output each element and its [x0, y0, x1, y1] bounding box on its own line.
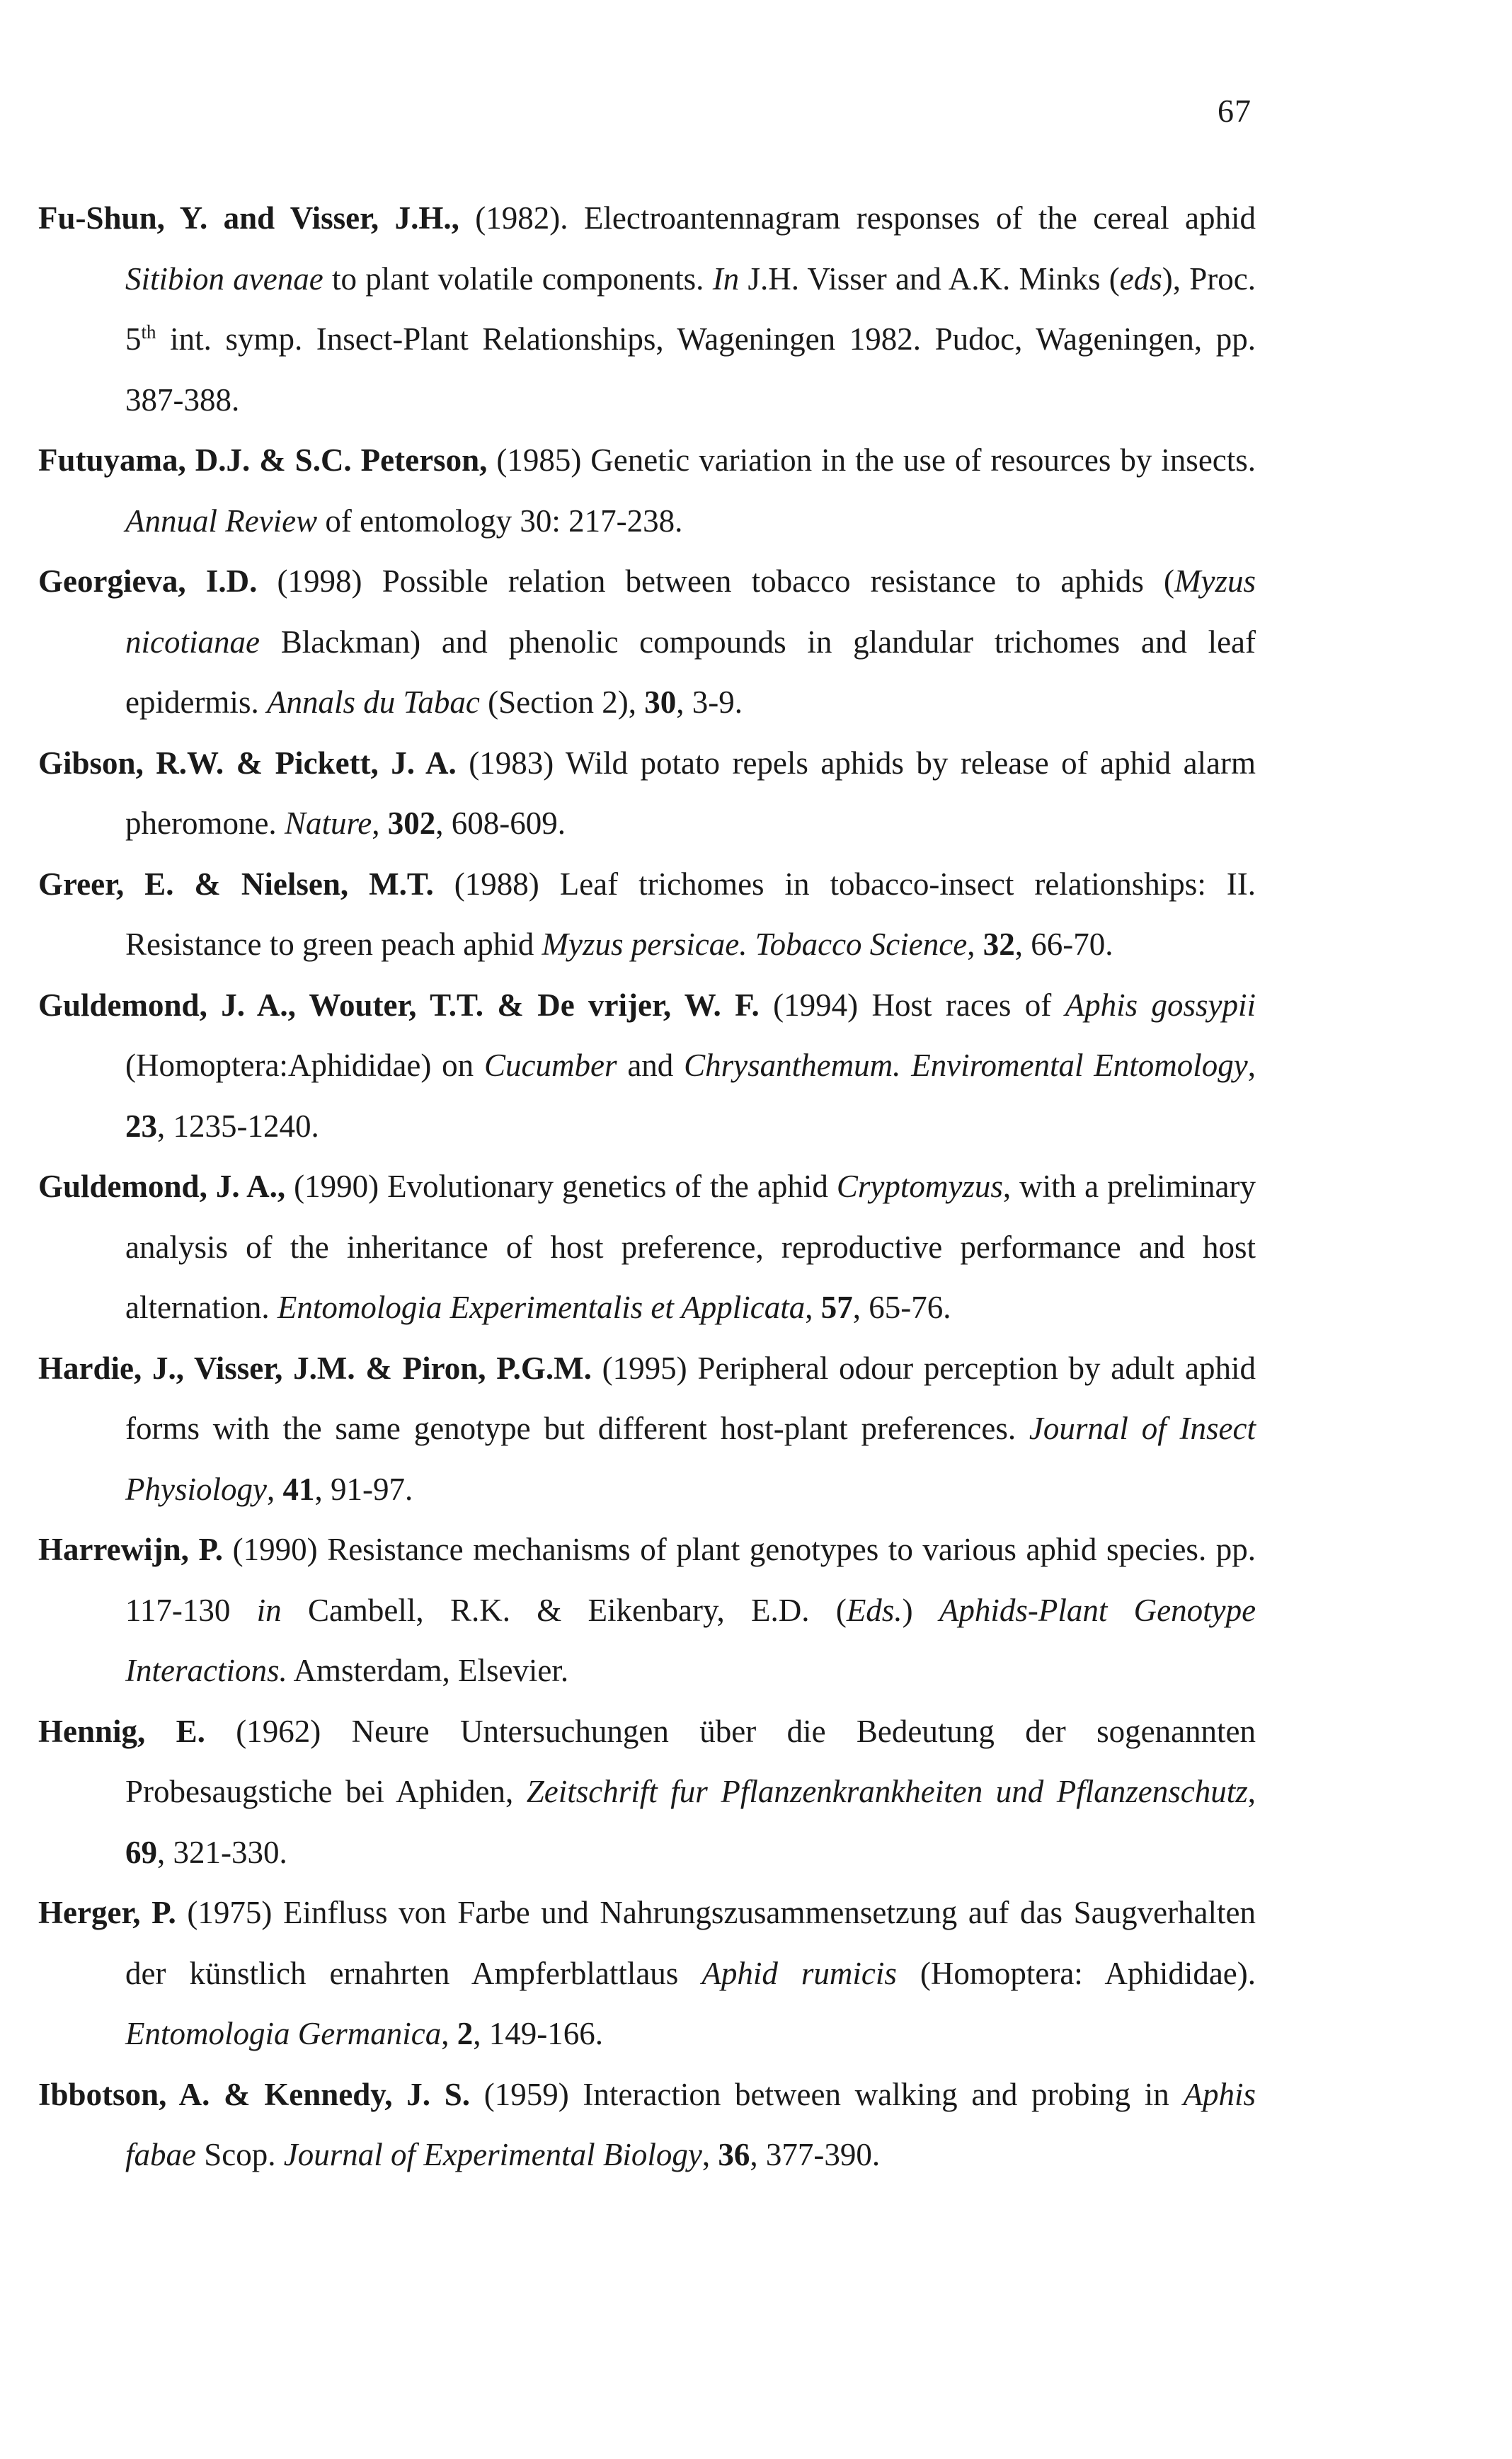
species-name: Aphis fabae — [125, 2076, 1256, 2172]
reference-text: Amsterdam, Elsevier. — [293, 1653, 569, 1688]
reference-year: (1998) — [277, 563, 362, 599]
journal-volume: 32 — [983, 927, 1015, 962]
reference-text: Blackman) and phenolic compounds in glandular trichomes and leaf epidermis. — [125, 624, 1256, 720]
reference-year: (1990) — [232, 1532, 318, 1567]
reference-entry-greer — [38, 854, 1256, 975]
reference-authors: Gibson, R.W. & Pickett, J. A. — [38, 745, 457, 781]
reference-year: (1962) — [236, 1713, 321, 1749]
reference-text: , — [372, 806, 380, 841]
reference-text: Cambell, R.K. & Eikenbary, E.D. ( — [307, 1592, 847, 1628]
reference-text: ), Proc. 5 — [125, 260, 1256, 357]
reference-pages: , 65-76. — [852, 1290, 951, 1325]
journal-title: Journal of Experimental Biology — [283, 2137, 702, 2172]
reference-entry-hennig — [38, 1702, 1256, 1884]
reference-text: , — [805, 1290, 813, 1325]
journal-title: Annals du Tabac — [266, 684, 480, 720]
reference-year: (1985) — [496, 442, 582, 478]
reference-text: Resistance mechanisms of plant genotypes to various aphid species. pp. 117-130 — [125, 1532, 1256, 1628]
book-title: Aphids-Plant Genotype Interactions. — [125, 1592, 1256, 1688]
reference-authors: Harrewijn, P. — [38, 1532, 224, 1567]
reference-text: Evolutionary genetics of the aphid — [387, 1169, 828, 1204]
reference-italic: In — [712, 260, 740, 297]
species-name: Sitibion avenae — [125, 260, 323, 297]
reference-text: Wild potato repels aphids by release of aphid alarm pheromone. — [125, 745, 1256, 841]
reference-pages: , 321-330. — [157, 1834, 287, 1870]
reference-authors: Fu-Shun, Y. and Visser, J.H., — [38, 200, 459, 236]
reference-text: (Homoptera:Aphididae) on — [125, 1048, 474, 1083]
page-number: 67 — [1218, 93, 1252, 129]
reference-year: (1959) — [483, 2076, 569, 2112]
journal-title: Nature — [284, 806, 372, 841]
reference-year: (1975) — [187, 1895, 273, 1930]
reference-entry-georgieva — [38, 551, 1256, 733]
species-name: Myzus persicae. — [542, 927, 748, 962]
reference-text: to plant volatile components. — [331, 260, 704, 297]
reference-year: (1982). — [475, 200, 568, 236]
species-name: Cryptomyzus — [836, 1169, 1003, 1204]
reference-text: J.H. Visser and A.K. Minks ( — [748, 260, 1120, 297]
reference-list — [38, 188, 1256, 2186]
journal-volume: 302 — [387, 806, 436, 841]
reference-authors: Hardie, J., Visser, J.M. & Piron, P.G.M. — [38, 1350, 592, 1386]
journal-volume: 36 — [718, 2137, 750, 2172]
reference-text: Host races of — [871, 987, 1052, 1023]
reference-italic: eds — [1119, 260, 1162, 297]
reference-italic: Eds. — [846, 1592, 903, 1628]
reference-authors: Guldemond, J. A., Wouter, T.T. & De vrijer, W. F. — [38, 987, 760, 1023]
journal-volume: 30 — [644, 684, 677, 720]
journal-volume: 41 — [282, 1471, 315, 1507]
reference-text: Leaf trichomes in tobacco-insect relationships: II. Resistance to green peach aphid — [125, 866, 1256, 962]
reference-text: , — [266, 1471, 275, 1507]
reference-text: , with a preliminary analysis of the inheritance of host preference, reproductive performance and host alternation. — [125, 1169, 1256, 1325]
reference-entry-hardie — [38, 1339, 1256, 1520]
reference-text: , — [1247, 1048, 1256, 1083]
reference-text: (Section 2), — [488, 684, 637, 720]
journal-title: Zeitschrift fur Pflanzenkrankheiten und Pflanzenschutz — [526, 1774, 1248, 1809]
journal-title: Enviromental Entomology — [911, 1048, 1248, 1083]
reference-text: Neure Untersuchungen über die Bedeutung der sogenannten Probesaugstiche bei Aphiden, — [125, 1713, 1256, 1809]
journal-volume: 57 — [820, 1290, 853, 1325]
species-name: Myzus nicotianae — [125, 563, 1256, 660]
reference-entry-gibson — [38, 733, 1256, 854]
reference-entry-harrewijn — [38, 1520, 1256, 1702]
journal-volume: 69 — [125, 1834, 157, 1870]
reference-text: , — [967, 927, 975, 962]
reference-text: Interaction between walking and probing in — [583, 2076, 1169, 2112]
reference-entry-fu-shun — [38, 188, 1256, 430]
reference-pages: , 377-390. — [750, 2137, 881, 2172]
reference-authors: Guldemond, J. A., — [38, 1169, 286, 1204]
reference-pages: , 608-609. — [435, 806, 566, 841]
reference-pages: , 149-166. — [473, 2016, 603, 2051]
reference-entry-guldemond-1990 — [38, 1157, 1256, 1339]
journal-volume: 2 — [457, 2016, 474, 2051]
reference-year: (1990) — [294, 1169, 379, 1204]
reference-text: Peripheral odour perception by adult aphid forms with the same genotype but different host-plant preferences. — [125, 1350, 1256, 1446]
reference-pages: , 1235-1240. — [157, 1108, 319, 1144]
reference-text: (Homoptera: Aphididae). — [920, 1955, 1256, 1991]
reference-entry-guldemond-1994 — [38, 975, 1256, 1157]
reference-authors: Herger, P. — [38, 1895, 176, 1930]
reference-year: (1983) — [469, 745, 554, 781]
reference-text: int. symp. Insect-Plant Relationships, Wageningen 1982. Pudoc, Wageningen, pp. 387-388. — [125, 321, 1256, 418]
reference-authors: Ibbotson, A. & Kennedy, J. S. — [38, 2076, 470, 2112]
reference-text: , — [1247, 1774, 1256, 1809]
reference-authors: Hennig, E. — [38, 1713, 205, 1749]
reference-year: (1994) — [773, 987, 859, 1023]
journal-title: Entomologia Experimentalis et Applicata — [277, 1290, 806, 1325]
reference-text: of entomology 30: 217-238. — [325, 503, 683, 539]
reference-authors: Futuyama, D.J. & S.C. Peterson, — [38, 442, 488, 478]
reference-entry-herger — [38, 1883, 1256, 2065]
reference-year: (1988) — [454, 866, 539, 902]
reference-text: , — [701, 2137, 711, 2172]
journal-title: Journal of Insect Physiology — [125, 1411, 1256, 1507]
reference-authors: Georgieva, I.D. — [38, 563, 258, 599]
reference-text: and — [627, 1048, 674, 1083]
reference-text: Genetic variation in the use of resources by insects. — [590, 442, 1256, 478]
reference-text: Einfluss von Farbe und Nahrungszusammensetzung auf das Saugverhalten der künstlich ernahrten Ampferblattlaus — [125, 1895, 1256, 1991]
reference-pages: , 66-70. — [1014, 927, 1113, 962]
reference-italic: in — [256, 1592, 282, 1628]
reference-entry-futuyama — [38, 430, 1256, 551]
journal-volume: 23 — [125, 1108, 157, 1144]
species-name: Aphis gossypii — [1065, 987, 1256, 1023]
journal-title: Entomologia Germanica — [125, 2016, 442, 2051]
journal-title: Annual Review — [125, 503, 318, 539]
ordinal-superscript: th — [141, 321, 156, 343]
reference-text: Possible relation between tobacco resistance to aphids ( — [382, 563, 1175, 599]
reference-year: (1995) — [602, 1350, 687, 1386]
species-name: Cucumber — [484, 1048, 617, 1083]
reference-authors: Greer, E. & Nielsen, M.T. — [38, 866, 434, 902]
reference-pages: , 3-9. — [676, 684, 743, 720]
reference-pages: , 91-97. — [314, 1471, 413, 1507]
reference-text: Electroantennagram responses of the cereal aphid — [583, 200, 1256, 236]
species-name: Chrysanthemum. — [684, 1048, 901, 1083]
species-name: Aphid rumicis — [701, 1955, 897, 1991]
reference-text: , — [441, 2016, 449, 2051]
journal-title: Tobacco Science — [755, 927, 968, 962]
reference-text: ) — [902, 1592, 913, 1628]
reference-entry-ibbotson — [38, 2065, 1256, 2186]
reference-text: Scop. — [204, 2137, 276, 2172]
